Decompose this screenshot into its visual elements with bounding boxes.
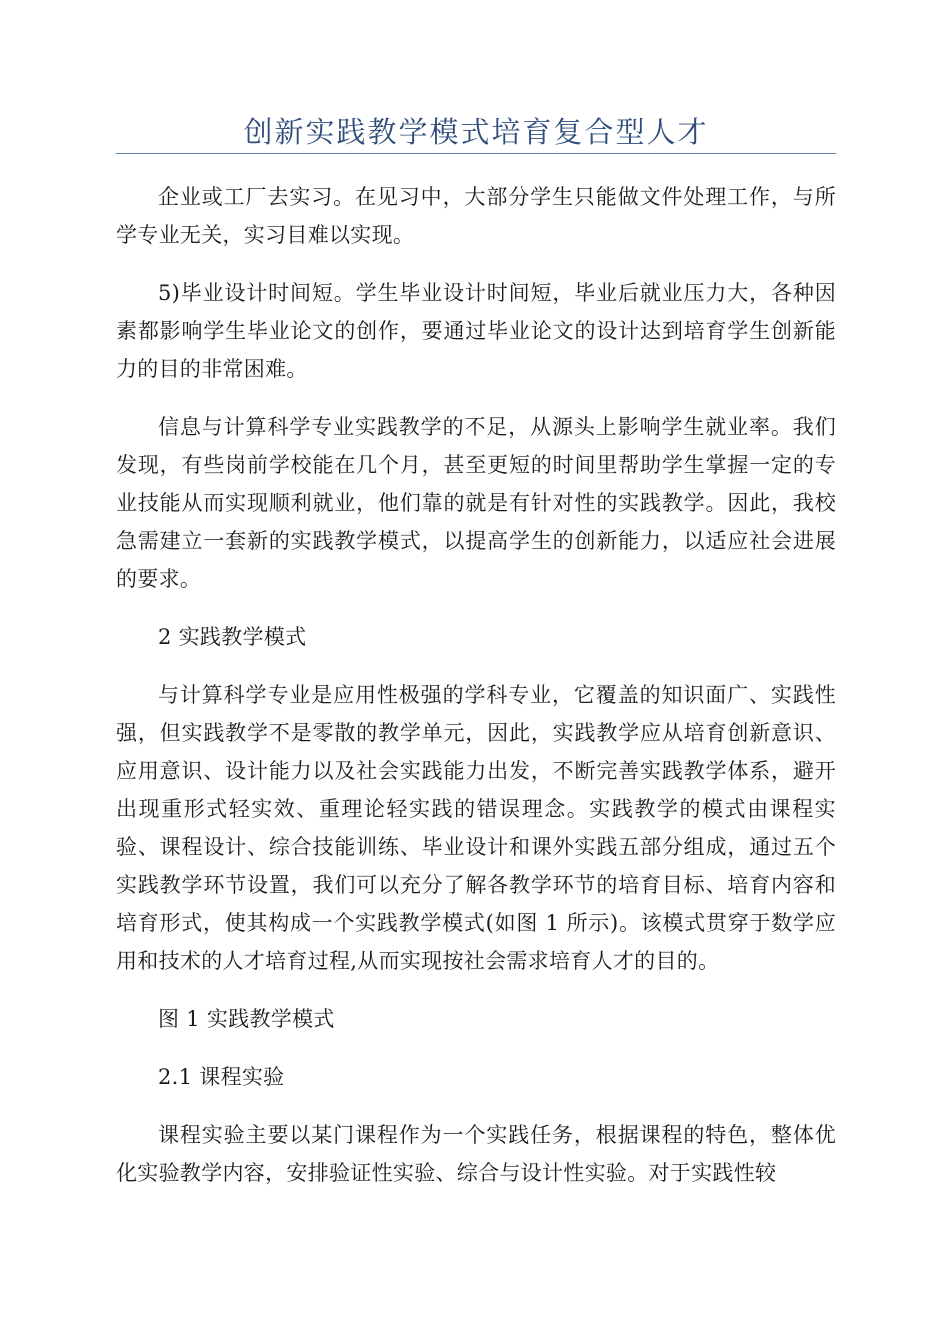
subsection-heading-course-experiment: 2.1 课程实验 [158, 1065, 285, 1089]
document-page [116, 0, 836, 1212]
section-heading-teaching-mode: 2 实践教学模式 [158, 625, 307, 649]
paragraph-teaching-mode: 与计算科学专业是应用性极强的学科专业，它覆盖的知识面广、实践性强，但实践教学不是零散的教学单元，因此，实践教学应从培育创新意识、应用意识、设计能力以及社会实践能力出发，不断完善实践教学体系，避开出现重形式轻实效、重理论轻实践的错误理念。实践教学的模式由课程实验、课程设计、综合技能训练、毕业设计和课外实践五部分组成，通过五个实践教学环节设置，我们可以充分了解各教学环节的培育目标、培育内容和培育形式，使其构成一个实践教学模式(如图 1 所示)。该模式贯穿于数学应用和技术的人才培育过程,从而实现按社会需求培育人才的目的。 [116, 683, 836, 973]
page-title: 创新实践教学模式培育复合型人才 [243, 115, 709, 149]
document-body [116, 178, 836, 1192]
paragraph-internship: 企业或工厂去实习。在见习中，大部分学生只能做文件处理工作，与所学专业无关，实习目难以实现。 [116, 185, 836, 247]
paragraph-course-experiment: 课程实验主要以某门课程作为一个实践任务，根据课程的特色，整体优化实验教学内容，安排验证性实验、综合与设计性实验。对于实践性较 [116, 1123, 836, 1185]
paragraph-shortcomings: 信息与计算科学专业实践教学的不足，从源头上影响学生就业率。我们发现，有些岗前学校能在几个月，甚至更短的时间里帮助学生掌握一定的专业技能从而实现顺利就业，他们靠的就是有针对性的实践教学。因此，我校急需建立一套新的实践教学模式，以提高学生的创新能力，以适应社会进展的要求。 [116, 415, 836, 591]
figure-caption: 图 1 实践教学模式 [158, 1007, 335, 1031]
title-underline [116, 153, 836, 154]
paragraph-graduation-design: 5)毕业设计时间短。学生毕业设计时间短，毕业后就业压力大，各种因素都影响学生毕业论文的创作，要通过毕业论文的设计达到培育学生创新能力的目的非常困难。 [116, 281, 836, 381]
